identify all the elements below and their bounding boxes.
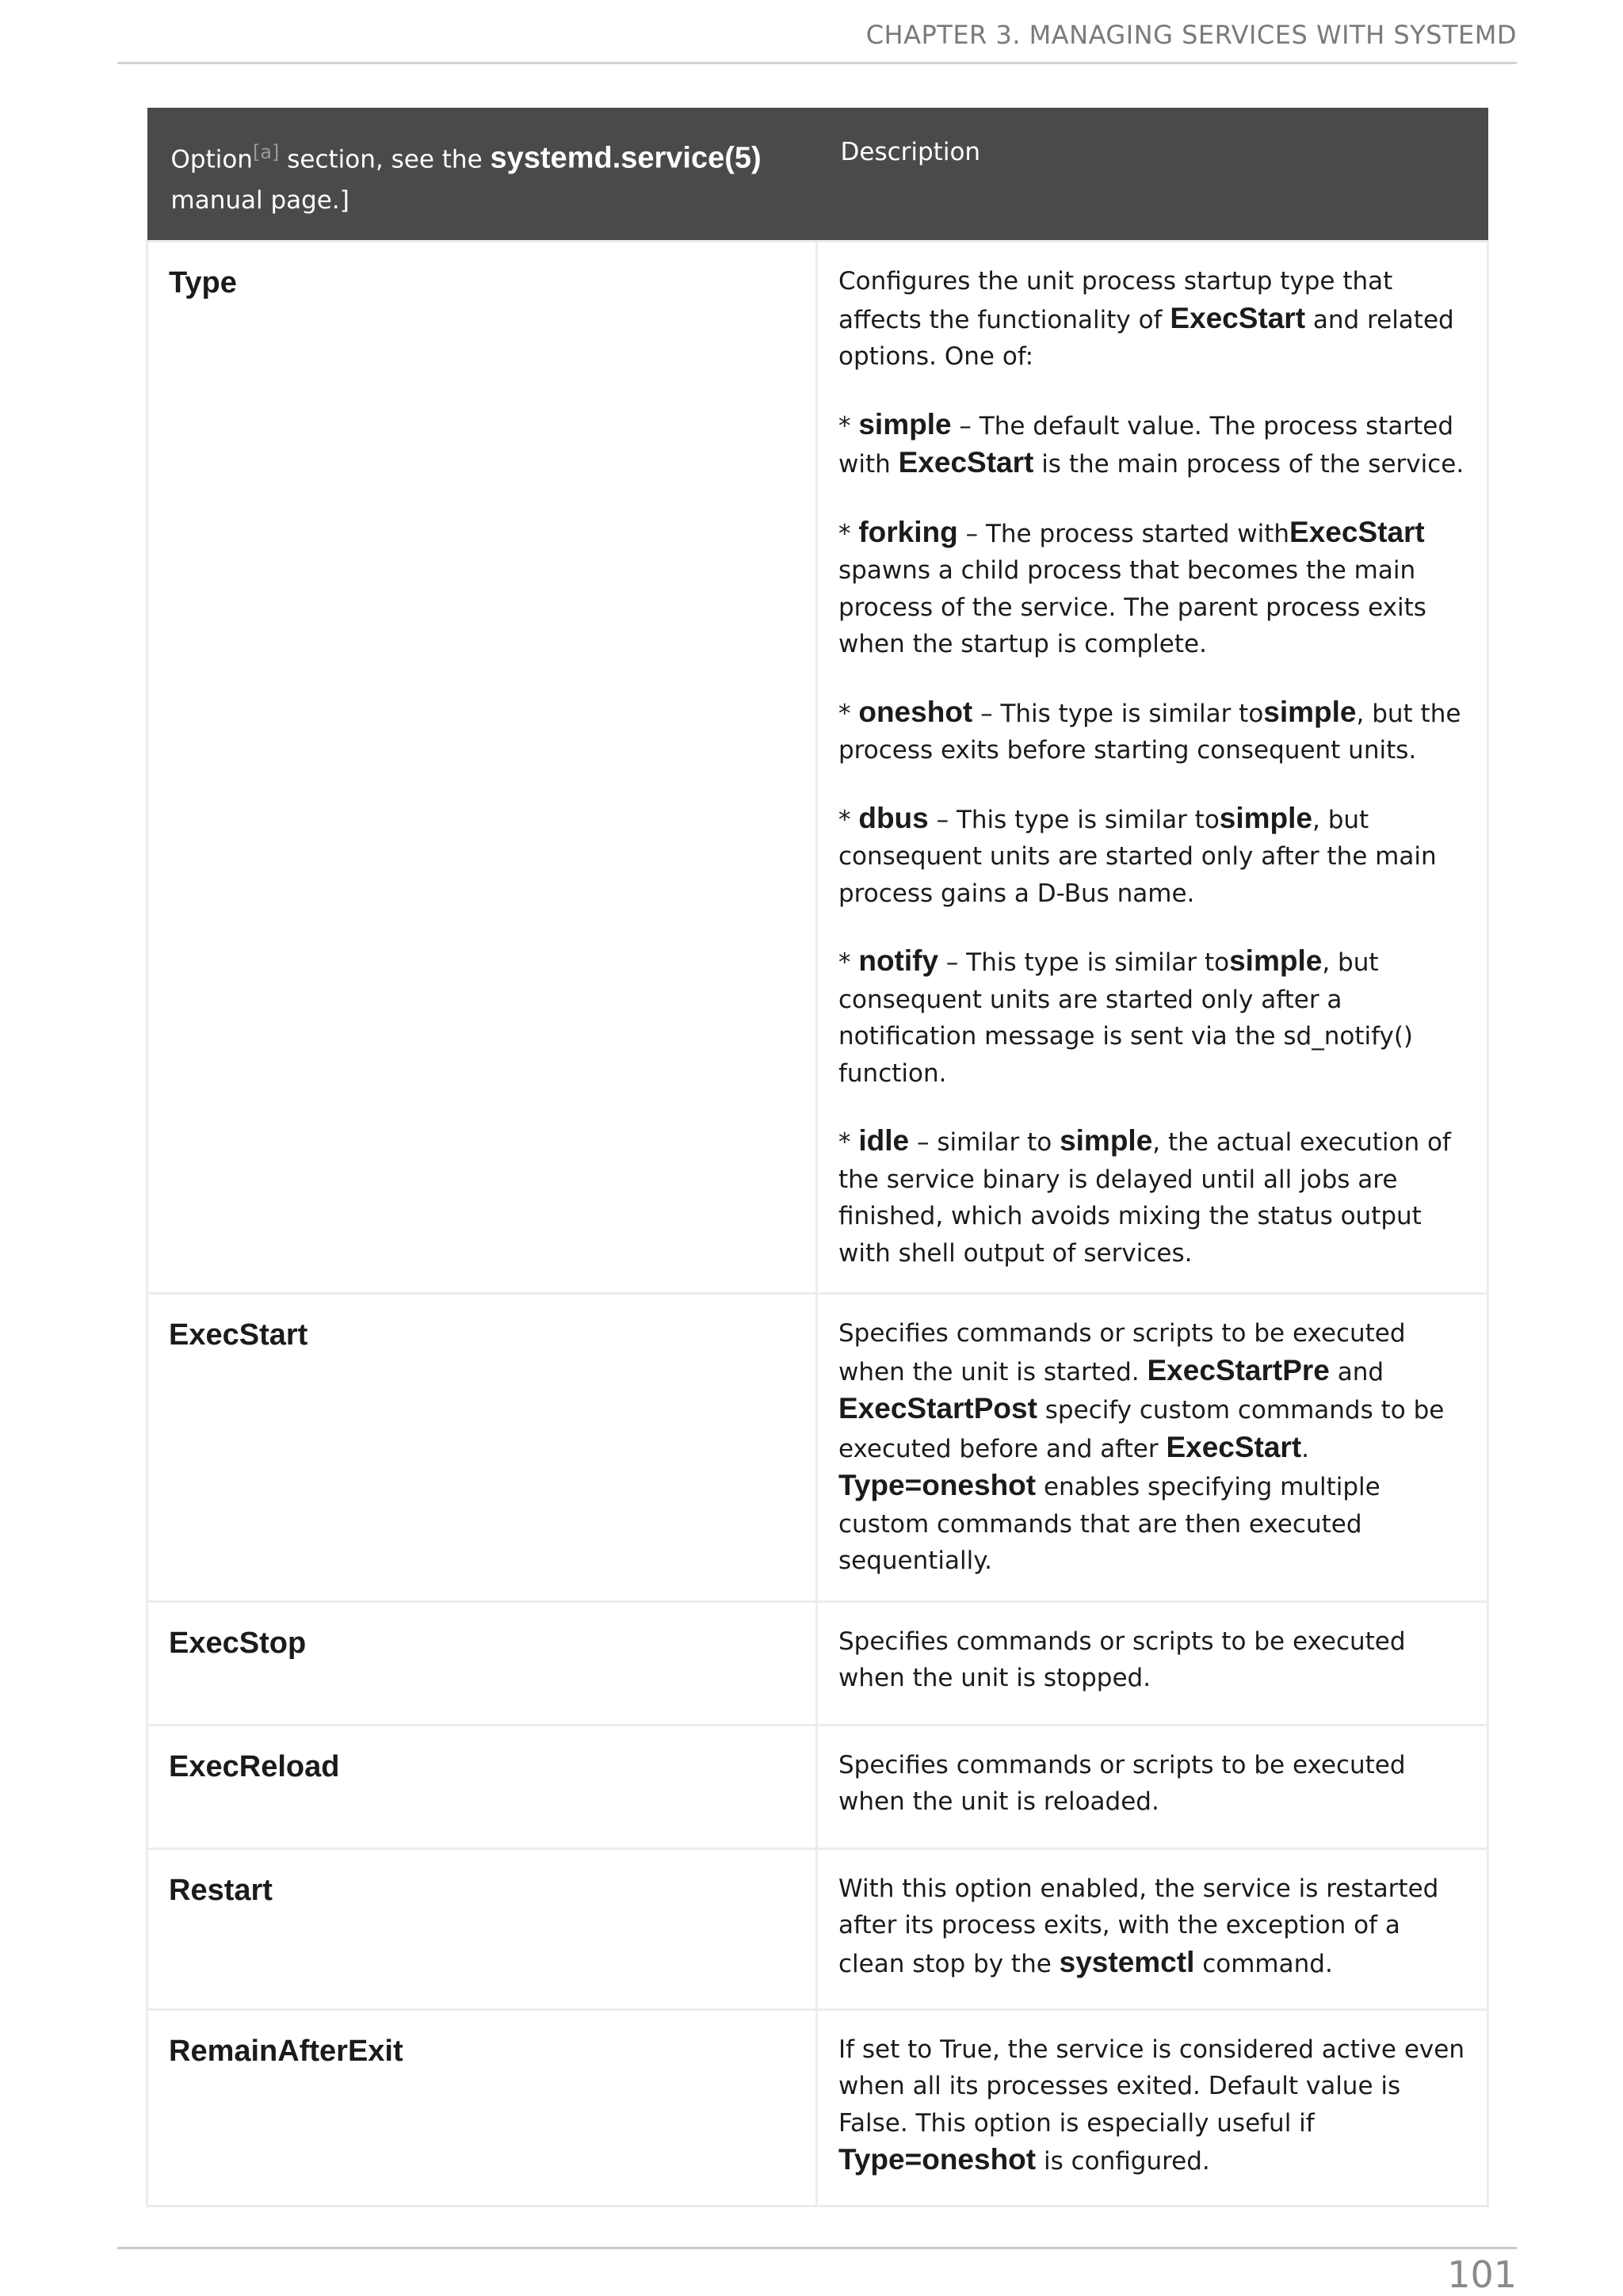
table-row-execreload <box>147 1725 1488 1848</box>
description-cell <box>817 2009 1488 2206</box>
code-term: forking <box>858 515 958 548</box>
type-value-simple: * simple – The default value. The process started with ExecStart is the main process of the service. <box>838 407 1465 479</box>
option-cell <box>147 1601 817 1725</box>
description-cell <box>817 1294 1488 1602</box>
code-term: Type=oneshot <box>838 1469 1037 1502</box>
option-cell <box>147 2009 817 2206</box>
table-header-row <box>147 108 1488 242</box>
table-row-execstart <box>147 1294 1488 1602</box>
footer-divider <box>117 2247 1517 2249</box>
code-term: Type=oneshot <box>838 2143 1037 2176</box>
code-term: ExecStartPre <box>1147 1353 1330 1386</box>
chapter-title: CHAPTER 3. MANAGING SERVICES WITH SYSTEMD <box>865 20 1517 50</box>
option-cell <box>147 242 817 1294</box>
option-cell <box>147 1725 817 1848</box>
description-column-header <box>817 108 1488 242</box>
option-name: ExecStop <box>169 1626 307 1660</box>
description-text: If set to True, the service is considered active even when all its processes exited. Default value is False. This option is especially useful if Type=oneshot is configured. <box>838 2035 1465 2176</box>
description-text: Specifies commands or scripts to be executed when the unit is reloaded. <box>838 1750 1406 1817</box>
type-value-dbus: * dbus – This type is similar tosimple, but consequent units are started only after the main process gains a D-Bus name. <box>838 801 1437 908</box>
option-name: RemainAfterExit <box>169 2034 403 2068</box>
option-name: ExecReload <box>169 1749 340 1783</box>
code-term: ExecStart <box>1289 515 1425 548</box>
code-term: ExecStart <box>1170 301 1306 334</box>
description-text: With this option enabled, the service is restarted after its process exits, with the exception of a clean stop by the systemctl command. <box>838 1874 1439 1978</box>
code-term: simple <box>1219 801 1313 834</box>
type-value-idle: * idle – similar to simple, the actual execution of the service binary is delayed until all jobs are finished, which avoids mixing the status output with shell output of services. <box>838 1124 1451 1268</box>
option-name: ExecStart <box>169 1318 308 1352</box>
manpage-reference: systemd.service(5) <box>490 141 762 175</box>
type-intro: Configures the unit process startup type that affects the functionality of ExecStart and related options. One of: <box>838 267 1454 372</box>
footnote-ref-link[interactable]: [a] <box>252 141 280 163</box>
systemd-service-options-table <box>146 108 1489 2207</box>
table-body <box>147 242 1488 2206</box>
code-term: ExecStart <box>898 446 1034 479</box>
option-column-header <box>147 108 817 242</box>
page-number: 101 <box>1447 2253 1517 2296</box>
code-term: systemctl <box>1059 1945 1195 1978</box>
type-value-oneshot: * oneshot – This type is similar tosimple, but the process exits before starting consequent units. <box>838 695 1461 765</box>
table-row-execstop <box>147 1601 1488 1725</box>
table-row-type <box>147 242 1488 1294</box>
code-term: oneshot <box>858 695 973 728</box>
table-row-remainafterexit <box>147 2009 1488 2206</box>
code-term: notify <box>858 944 939 978</box>
code-term: simple <box>1263 695 1357 728</box>
code-term: simple <box>858 407 952 441</box>
running-header <box>117 14 1517 64</box>
description-cell <box>817 1725 1488 1848</box>
type-value-notify: * notify – This type is similar tosimple, but consequent units are started only after a notification message is sent via the sd_notify() function. <box>838 944 1414 1088</box>
code-term: ExecStartPost <box>838 1392 1037 1425</box>
option-name: Restart <box>169 1873 273 1907</box>
description-column-label: Description <box>840 138 981 166</box>
description-cell <box>817 1601 1488 1725</box>
description-text <box>838 263 1466 1272</box>
description-cell <box>817 242 1488 1294</box>
type-value-forking: * forking – The process started withExecStart spawns a child process that becomes the main process of the service. The parent process exits when the startup is complete. <box>838 515 1426 659</box>
description-text: Specifies commands or scripts to be executed when the unit is started. ExecStartPre and ExecStartPost specify custom commands to be executed before and after ExecStart. Type=oneshot enables specifying multiple custom commands that are then executed sequentially. <box>838 1319 1445 1576</box>
table-row-restart <box>147 1848 1488 2009</box>
code-term: simple <box>1229 944 1323 978</box>
description-text: Specifies commands or scripts to be executed when the unit is stopped. <box>838 1627 1406 1693</box>
option-name: Type <box>169 266 237 300</box>
option-cell <box>147 1848 817 2009</box>
option-column-label: Option <box>170 145 253 174</box>
code-term: idle <box>858 1124 910 1158</box>
option-column-note-text: section, see the <box>279 145 491 174</box>
option-cell <box>147 1294 817 1602</box>
table-header <box>147 108 1488 242</box>
code-term: ExecStart <box>1166 1430 1302 1463</box>
description-cell <box>817 1848 1488 2009</box>
option-column-note-end: manual page.] <box>170 186 349 215</box>
code-term: simple <box>1060 1124 1153 1158</box>
code-term: dbus <box>858 801 929 834</box>
